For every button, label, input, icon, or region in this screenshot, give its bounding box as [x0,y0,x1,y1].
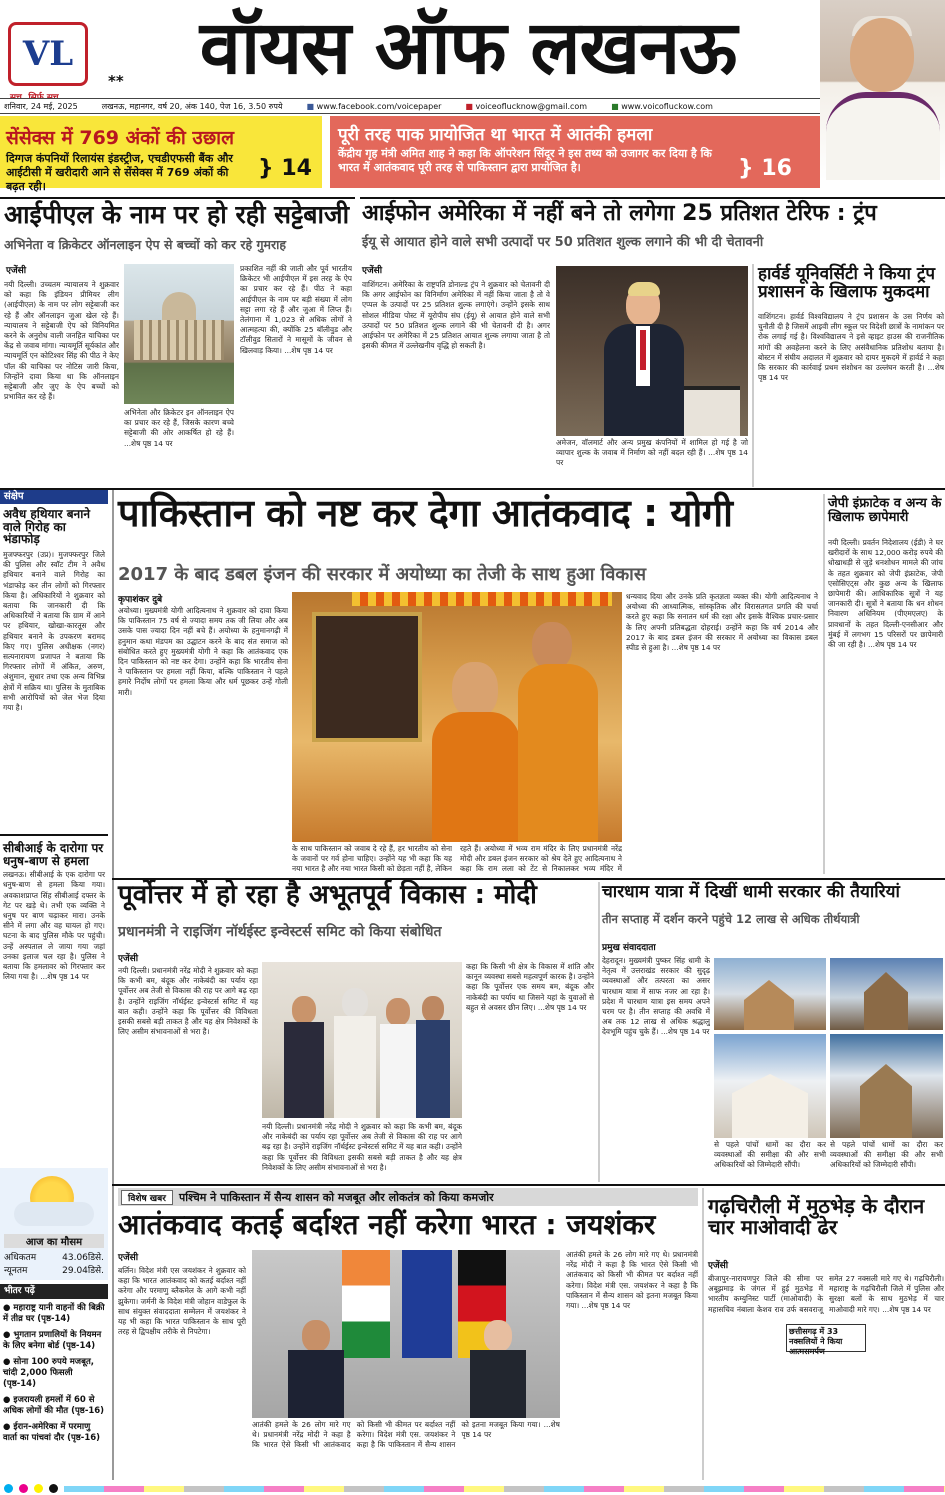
inside-item[interactable]: ● महाराष्ट्र यानी वाहनों की बिक्री में तीव्र घर (पृष्ठ-14) [3,1303,105,1324]
chardham-byline: प्रमुख संवाददाता [602,943,656,953]
raid-body: नयी दिल्ली। प्रवर्तन निदेशालय (ईडी) ने घर खरीदारों के साथ 12,000 करोड़ रुपये की धोखाधड़ी से जुड़े धनशोधन मामले की जांच के तहत शुक्रवार को जेपी इंफ्राटेक, जेपी एसोसिएट्स और कुछ अन्य के खिलाफ छापेमारी की। आधिकारिक सूत्रों ने यह जानकारी दी। सूत्रों ने बताया कि धन शोधन निवारण अधिनियम (पीएमएलए) के प्रावधानों के तहत दिल्ली-एनसीआर और मुंबई में लगभग 15 परिसरों पर छापेमारी की जा रही है। ...शेष पृष्ठ 14 पर [828,538,943,650]
iphone-body: वाशिंगटन। अमेरिका के राष्ट्रपति डोनाल्ड ट्रंप ने शुक्रवार को चेतावनी दी कि अगर आईफोन का विनिर्माण अमेरिका में नहीं किया जाता है तो वे एप्पल के उत्पादों पर 25 प्रतिशत शुल्क लगाएंगे। उन्होंने इसके साथ सोशल मीडिया पोस्ट में यूरोपीय संघ (ईयू) से आयात होने वाले सभी उत्पादों पर 50 प्रतिशत शुल्क लगाने की भी चेतावनी दी है। अगर आईफोन पर अमेरिका में 25 प्रतिशत आयात शुल्क लगाया जाता है तो इसकी कीमत में उल्लेखनीय वृद्धि हो सकती है। [362,280,550,351]
yogi-photo-caption-left: के साथ पाकिस्तान को जवाब दे रहे हैं, हर भारतीय को सेना के जवानों पर गर्व होना चाहिए। उन्होंने यह भी कहा कि यह नया भारत है और नया भारत किसी को छेड़ता नहीं है, लेकिन [292,844,452,874]
modi-byline: एजेंसी [118,954,139,964]
modi-body: नयी दिल्ली। प्रधानमंत्री नरेंद्र मोदी ने शुक्रवार को कहा कि कभी बम, बंदूक और नाकेबंदी का पर्याय रहा पूर्वोत्तर अब तेजी से विकास की राह पर आगे बढ़ रहा है। उन्होंने राइजिंग नॉर्थईस्ट इन्वेस्टर्स समिट में यह बात कही। उन्होंने कहा कि पूर्वोत्तर की विविधता इसकी सबसे बड़ी ताकत है और यह क्षेत्र निवेशकों के लिए असीम संभावनाओं से भरा है। [118,966,258,1037]
masthead [0,0,945,112]
website-link[interactable]: ■ www.voicofluckow.com [611,101,713,111]
gadchiroli-byline: एजेंसी [708,1261,729,1271]
gadchiroli-inset-box: छत्तीसगढ़ में 33 नक्सलियों ने किया आत्मसमर्पण [786,1324,866,1352]
harvard-headline: हार्वर्ड यूनिवर्सिटी ने किया ट्रंप प्रशासन के खिलाफ मुकदमा [758,264,936,302]
issue-date: शनिवार, 24 मई, 2025 [4,101,78,111]
terror-strip-headline: पूरी तरह पाक प्रायोजित था भारत में आतंकी हमला [338,125,653,145]
yogi-byline: कृपाशंकर दुबे [118,595,163,605]
weather-box [0,1168,108,1280]
sensex-headline: सेंसेक्स में 769 अंकों की उछाल [6,127,234,149]
jaishankar-photo-caption: आतंकी हमले के 26 लोग मारे गए थे। प्रधानमंत्री नरेंद्र मोदी ने कहा है कि भारत ऐसे किसी भी आतंकवाद को किसी भी कीमत पर बर्दाश्त नहीं करेगा। विदेश मंत्री एस. जयशंकर ने कहा है कि पाकिस्तान में सैन्य शासन को इतना मजबूत किया गया। ...शेष पृष्ठ 14 पर [252,1420,560,1450]
modi-body-col2: कहा कि किसी भी क्षेत्र के विकास में शांति और कानून व्यवस्था सबसे महत्वपूर्ण कारक है। उन्होंने कहा कि पूर्वोत्तर एक समय बम, बंदूक और नाकेबंदी का पर्याय था जिसने यहां के युवाओं से बहुत से अवसर छीन लिए। ...शेष पृष्ठ 14 पर [466,962,594,1012]
stars: ** [108,72,124,90]
yogi-body-col1: अयोध्या। मुख्यमंत्री योगी आदित्यनाथ ने शुक्रवार को दावा किया कि पाकिस्तान 75 वर्ष से ज्यादा समय तक जी लिया और अब उसके पास ज्यादा दिन नहीं बचे हैं। अयोध्या के हनुमानगढ़ी में हनुमान कथा मंडपम का उद्घाटन करने के बाद संत समाज को संबोधित करते हुए मुख्यमंत्री योगी ने कहा कि आतंकवाद एक दिन पाकिस्तान को नष्ट कर देगा। उन्होंने कहा कि भारतीय सेना ने पाकिस्तान पर हमला नहीं किया, बल्कि पाकिस्तान ने पहले हमारे निर्दोष लोगों पर हमला किया और धर्म पूछकर उन्हें गोली मारी। [118,606,288,697]
jaishankar-byline: एजेंसी [118,1253,139,1263]
chardham-subheadline: तीन सप्ताह में दर्शन करने पहुंचे 12 लाख से अधिक तीर्थयात्री [602,912,860,926]
sidebar-body-2: लखनऊ। सीबीआई के एक दारोगा पर धनुष-बाण से हमला किया गया। अवकाशप्राप्त सिंह सीबीआई दफ्तर के गेट पर खड़े थे। तभी एक व्यक्ति ने धनुष पर बाण चढ़ाकर मारा। उनके सीने में लगा और वह घायल हो गए। घटना के बाद पुलिस मौके पर पहुंची। उन्हें अस्पताल ले जाया गया जहां उनका इलाज चल रहा है। पुलिस ने बताया कि हमलावर को गिरफ्तार कर लिया गया है। ...शेष पृष्ठ 14 पर [3,870,105,982]
ipl-body-col1: नयी दिल्ली। उच्चतम न्यायालय ने शुक्रवार को कहा कि इंडियन प्रीमियर लीग (आईपीएल) के नाम पर लोग सट्टेबाजी कर रहे हैं और ऑनलाइन जुआ खेल रहे हैं। न्यायालय ने सट्टेबाजी ऐप को विनियमित करने के अनुरोध वाली जनहित याचिका पर केंद्र से जवाब मांगा। न्यायमूर्ति सूर्यकांत और न्यायमूर्ति एन कोटिश्वर सिंह की पीठ ने केए पॉल की याचिका पर नोटिस जारी किया, जिन्होंने दावा किया था कि ऑनलाइन सट्टेबाजी और जुए के ऐप बच्चों को प्रभावित कर रहे हैं। [4,280,119,402]
ipl-byline: एजेंसी [6,266,27,276]
jaishankar-photo [252,1250,560,1418]
weather-title: आज का मौसम [4,1234,104,1248]
sidebar-body-1: मुजफ्फरपुर (उप्र)। मुजफ्फरपुर जिले की पुलिस और स्वॉट टीम ने अवैध हथियार बनाने वाले गिरोह का भंडाफोड़ कर तीन लोगों को गिरफ्तार किया है। अधिकारियों ने शुक्रवार को बताया कि जानकारी दी कि अधिकारियों ने बताया कि ग्राम में आने पर हथियार, खोखा-कारतूस और हथियार बनाने के उपकरण बरामद किए गए। पुलिस अधीक्षक (नगर) सत्यनारायण प्रजापत ने बताया कि गिरफ्तार लोगों में अंकित, अरुण, अंशुमान, सुधार तथा एक अन्य विभिन्न क्षेत्रों में सक्रिय था। पुलिस के मुताबिक सभी आरोपियों को जेल भेज दिया गया है। [3,549,105,713]
chardham-body: देहरादून। मुख्यमंत्री पुष्कर सिंह धामी के नेतृत्व में उत्तराखंड सरकार की सुदृढ़ व्यवस्थाओं और तत्परता का असर चारधाम यात्रा में साफ नजर आ रहा है। प्रदेश में चारधाम यात्रा इस समय अपने चरम पर है। तीन सप्ताह की अवधि में अब तक 12 लाख से अधिक श्रद्धालु देवभूमि पहुंच चुके हैं। ...शेष पृष्ठ 14 पर [602,956,710,1037]
email-icon: ■ [465,101,476,111]
amit-shah-photo [820,0,945,180]
chardham-caption-right: से पहले पांचों धामों का दौरा कर व्यवस्थाओं की समीक्षा की और सभी अधिकारियों को जिम्मेदारी सौंपी। [830,1140,943,1170]
terror-strip[interactable] [330,116,820,188]
ipl-subheadline: अभिनेता व क्रिकेटर ऑनलाइन ऐप से बच्चों को कर रहे गुमराह [4,237,286,252]
facebook-link[interactable]: ■ www.facebook.com/voicepaper [306,101,442,111]
cloud-icon [14,1202,94,1226]
black-mark-icon [49,1484,58,1493]
iphone-subheadline: ईयू से आयात होने वाले सभी उत्पादों पर 50 प्रतिशत शुल्क लगाने की भी दी चेतावनी [362,235,764,250]
email-link[interactable]: ■ voiceoflucknow@gmail.com [465,101,588,111]
print-color-bar [0,1482,945,1495]
edition-info: लखनऊ, महानगर, वर्ष 20, अंक 140, पेज 16, 3.50 रुपये [101,101,283,111]
yogi-body-col2: धन्यवाद दिया और उनके प्रति कृतज्ञता व्यक्त की। योगी आदित्यनाथ ने अयोध्या की आध्यात्मिक, सांस्कृतिक और विरासतगत प्रगति की चर्चा करते हुए कहा कि सनातन धर्म की रक्षा और इसके वैश्विक प्रचार-प्रसार के लिए अपनी प्रतिबद्धता दोहराई। उन्होंने कहा कि वर्ष 2014 और 2017 के बाद डबल इंजन की सरकार में अयोध्या का विकास डबल स्पीड से हुआ है। ...शेष पृष्ठ 14 पर [626,592,818,653]
trump-photo-caption: अमेजन, वॉलमार्ट और अन्य प्रमुख कंपनियों में शामिल हो गई है जो व्यापार शुल्क के जवाब में निर्माण को नहीं बदल रही हैं। ...शेष पृष्ठ 14 पर [556,438,748,468]
chardham-headline: चारधाम यात्रा में दिखीं धामी सरकार की तैयारियां [602,882,900,902]
special-news-kicker: विशेष खबर [121,1190,173,1205]
inside-item[interactable]: ● इजरायली हमलों में 60 से अधिक लोगों की मौत (पृष्ठ-16) [3,1395,105,1416]
modi-photo [262,962,462,1118]
raid-headline: जेपी इंफ्राटेक व अन्य के खिलाफ छापेमारी [828,496,942,525]
newspaper-logo: VL [8,22,88,86]
harvard-body: वाशिंगटन। हार्वर्ड विश्वविद्यालय ने ट्रंप प्रशासन के उस निर्णय को चुनौती दी है जिसमें आइवी लीग स्कूल पर विदेशी छात्रों के नामांकन पर रोक लगाई गई है। विश्वविद्यालय ने इसे व्हाइट हाउस की राजनीतिक मांगों की अवहेलना करने के लिए असंवैधानिक प्रतिशोध बताया है। बोस्टन में संघीय अदालत में शुक्रवार को दायर मुकदमे में हार्वर्ड ने कहा कि सरकार की कार्रवाई प्रथम संशोधन का उल्लंघन करती है। ...शेष पृष्ठ 14 पर [758,312,944,383]
terror-strip-text: केंद्रीय गृह मंत्री अमित शाह ने कहा कि ऑपरेशन सिंदूर ने इस तथ्य को उजागर कर दिया है कि भारत में आतंकवाद पूरी तरह से पाकिस्तान द्वारा प्रायोजित है। [338,147,712,174]
yogi-photo-caption-right: रहते हैं। अयोध्या में भव्य राम मंदिर के लिए प्रधानमंत्री नरेंद्र मोदी और डबल इंजन सरकार को श्रेय देते हुए आदित्यनाथ ने कहा कि राम लला को टेंट से निकालकर भव्य मंदिर में [460,844,622,874]
kedarnath-photo [714,958,826,1030]
ipl-body-col2: प्रकाशित नहीं की जाती और पूर्व भारतीय क्रिकेटर भी आईपीएल में इस तरह के ऐप का प्रचार कर रहे हैं। पीठ ने कहा आईपीएल के नाम पर बड़ी संख्या में लोग सट्टा लगा रहे हैं और जुआ में लिप्त हैं। तेलंगाना में 1,023 से अधिक लोगों ने आत्महत्या की, क्योंकि 25 बॉलीवुड और टॉलीवुड सितारों ने मासूमों के जीवन से खिलवाड़ किया। ...शेष पृष्ठ 14 पर [240,264,352,355]
yellow-mark-icon [34,1484,43,1493]
web-icon: ■ [611,101,622,111]
yogi-photo [292,592,622,842]
ipl-headline: आईपीएल के नाम पर हो रही सट्टेबाजी [4,200,350,229]
weather-min: न्यूनतम 29.04डिसे. [4,1266,104,1276]
modi-photo-caption: नयी दिल्ली। प्रधानमंत्री नरेंद्र मोदी ने शुक्रवार को कहा कि कभी बम, बंदूक और नाकेबंदी का पर्याय रहा पूर्वोत्तर अब तेजी से विकास की राह पर आगे बढ़ रहा है। उन्होंने राइजिंग नॉर्थईस्ट इन्वेस्टर्स समिट में यह बात कही। उन्होंने कहा कि पूर्वोत्तर की विविधता इसकी सबसे बड़ी ताकत है और यह क्षेत्र निवेशकों के लिए असीम संभावनाओं से भरा है। [262,1122,462,1172]
special-news-bar[interactable] [118,1188,698,1206]
newspaper-title: वॉयस ऑफ लखनऊ [199,5,737,91]
badrinath-photo [830,958,943,1030]
supreme-court-photo [124,264,234,404]
inside-box [0,1284,108,1480]
iphone-byline: एजेंसी [362,266,383,276]
gangotri-photo [714,1034,826,1138]
ipl-photo-caption: अभिनेता और क्रिकेटर इन ऑनलाइन ऐप का प्रचार कर रहे हैं, जिसके कारण बच्चे सट्टेबाजी की ओर आकर्षित हो रहे हैं। ...शेष पृष्ठ 14 पर [124,408,234,448]
yamunotri-photo [830,1034,943,1138]
inside-item[interactable]: ● ईरान-अमेरिका में परमाणु वार्ता का पांचवां दौर (पृष्ठ-16) [3,1422,101,1443]
special-news-text: पश्चिम ने पाकिस्तान में सैन्य शासन को मजबूत और लोकतंत्र को किया कमजोर [178,1190,494,1204]
jaishankar-body: बर्लिन। विदेश मंत्री एस जयशंकर ने शुक्रवार को कहा कि भारत आतंकवाद को कतई बर्दाश्त नहीं करेगा और परमाणु ब्लैकमेल के आगे कभी नहीं झुकेगा। जर्मनी के विदेश मंत्री जोहान वाडेफुल के साथ संयुक्त संवाददाता सम्मेलन में जयशंकर ने यह भी कहा कि भारत पाकिस्तान के साथ पूरी तरह से द्विपक्षीय तरीके से निपटेगा। [118,1266,246,1337]
sensex-page-ref: } 14 [258,156,312,181]
modi-subheadline: प्रधानमंत्री ने राइजिंग नॉर्थईस्ट इन्वेस्टर्स समिट को किया संबोधित [118,924,442,940]
terror-page-ref: } 16 [738,156,792,181]
trump-photo [556,266,748,436]
sidebar-headline-2[interactable]: सीबीआई के दारोगा पर धनुष-बाण से हमला [0,834,108,870]
jaishankar-body-col2: आतंकी हमले के 26 लोग मारे गए थे। प्रधानमंत्री नरेंद्र मोदी ने कहा है कि भारत ऐसे किसी भी आतंकवाद को किसी भी कीमत पर बर्दाश्त नहीं करेगा। विदेश मंत्री एस. जयशंकर ने कहा है कि पाकिस्तान में सैन्य शासन को इतना मजबूत किया गया। ...शेष पृष्ठ 14 पर [566,1250,698,1311]
chardham-caption-left: से पहले पांचों धामों का दौरा कर व्यवस्थाओं की समीक्षा की और सभी अधिकारियों को जिम्मेदारी सौंपी। [714,1140,826,1170]
gadchiroli-body: बीजापुर-नारायणपुर जिले की सीमा पर अबूझमाड़ के जंगल में हुई मुठभेड़ में भारतीय कम्युनिस्ट पार्टी (माओवादी) के महासचिव नंबाला केशव राव उर्फ बसवराजू समेत 27 नक्सली मारे गए थे। गढ़चिरौली। महाराष्ट्र के गढ़चिरौली जिले में पुलिस और सुरक्षा बलों के साथ मुठभेड़ में चार माओवादी मारे गए। ...शेष पृष्ठ 14 पर [708,1274,944,1314]
magenta-mark-icon [19,1484,28,1493]
jaishankar-headline: आतंकवाद कतई बर्दाश्त नहीं करेगा भारत : जयशंकर [118,1208,656,1241]
inside-title: भीतर पढ़ें [0,1284,108,1299]
facebook-icon: ■ [306,101,317,111]
modi-headline: पूर्वोत्तर में हो रहा है अभूतपूर्व विकास : मोदी [118,880,537,910]
sidebar-label: संक्षेप [0,490,108,504]
yogi-subheadline: 2017 के बाद डबल इंजन की सरकार में अयोध्या का तेजी के साथ हुआ विकास [118,564,646,585]
sensex-strip[interactable] [0,116,322,193]
sensex-text: दिग्गज कंपनियों रिलायंस इंडस्ट्रीज, एचडीएफसी बैंक और आईटीसी में खरीदारी आने से सेंसेक्स में 769 अंकों की बढ़त रही। [6,152,233,193]
yogi-headline: पाकिस्तान को नष्ट कर देगा आतंकवाद : योगी [118,491,733,535]
dateline [0,98,820,114]
inside-item[interactable]: ● सोना 100 रुपये मजबूत, चांदी 2,000 फिसली (पृष्ठ-14) [3,1357,95,1389]
cyan-mark-icon [4,1484,13,1493]
iphone-headline: आईफोन अमेरिका में नहीं बने तो लगेगा 25 प्रतिशत टेरिफ : ट्रंप [362,201,877,226]
weather-max: अधिकतम 43.06डिसे. [4,1253,104,1263]
gadchiroli-headline: गढ़चिरौली में मुठभेड़ के दौरान चार माओवादी ढेर [708,1194,925,1239]
inside-item[interactable]: ● भुगतान प्रणालियों के नियमन के लिए बनेगा बोर्ड (पृष्ठ-14) [3,1330,102,1351]
inside-list [0,1299,108,1448]
sidebar-headline-1[interactable]: अवैध हथियार बनाने वाले गिरोह का भंडाफोड़ [3,507,90,547]
